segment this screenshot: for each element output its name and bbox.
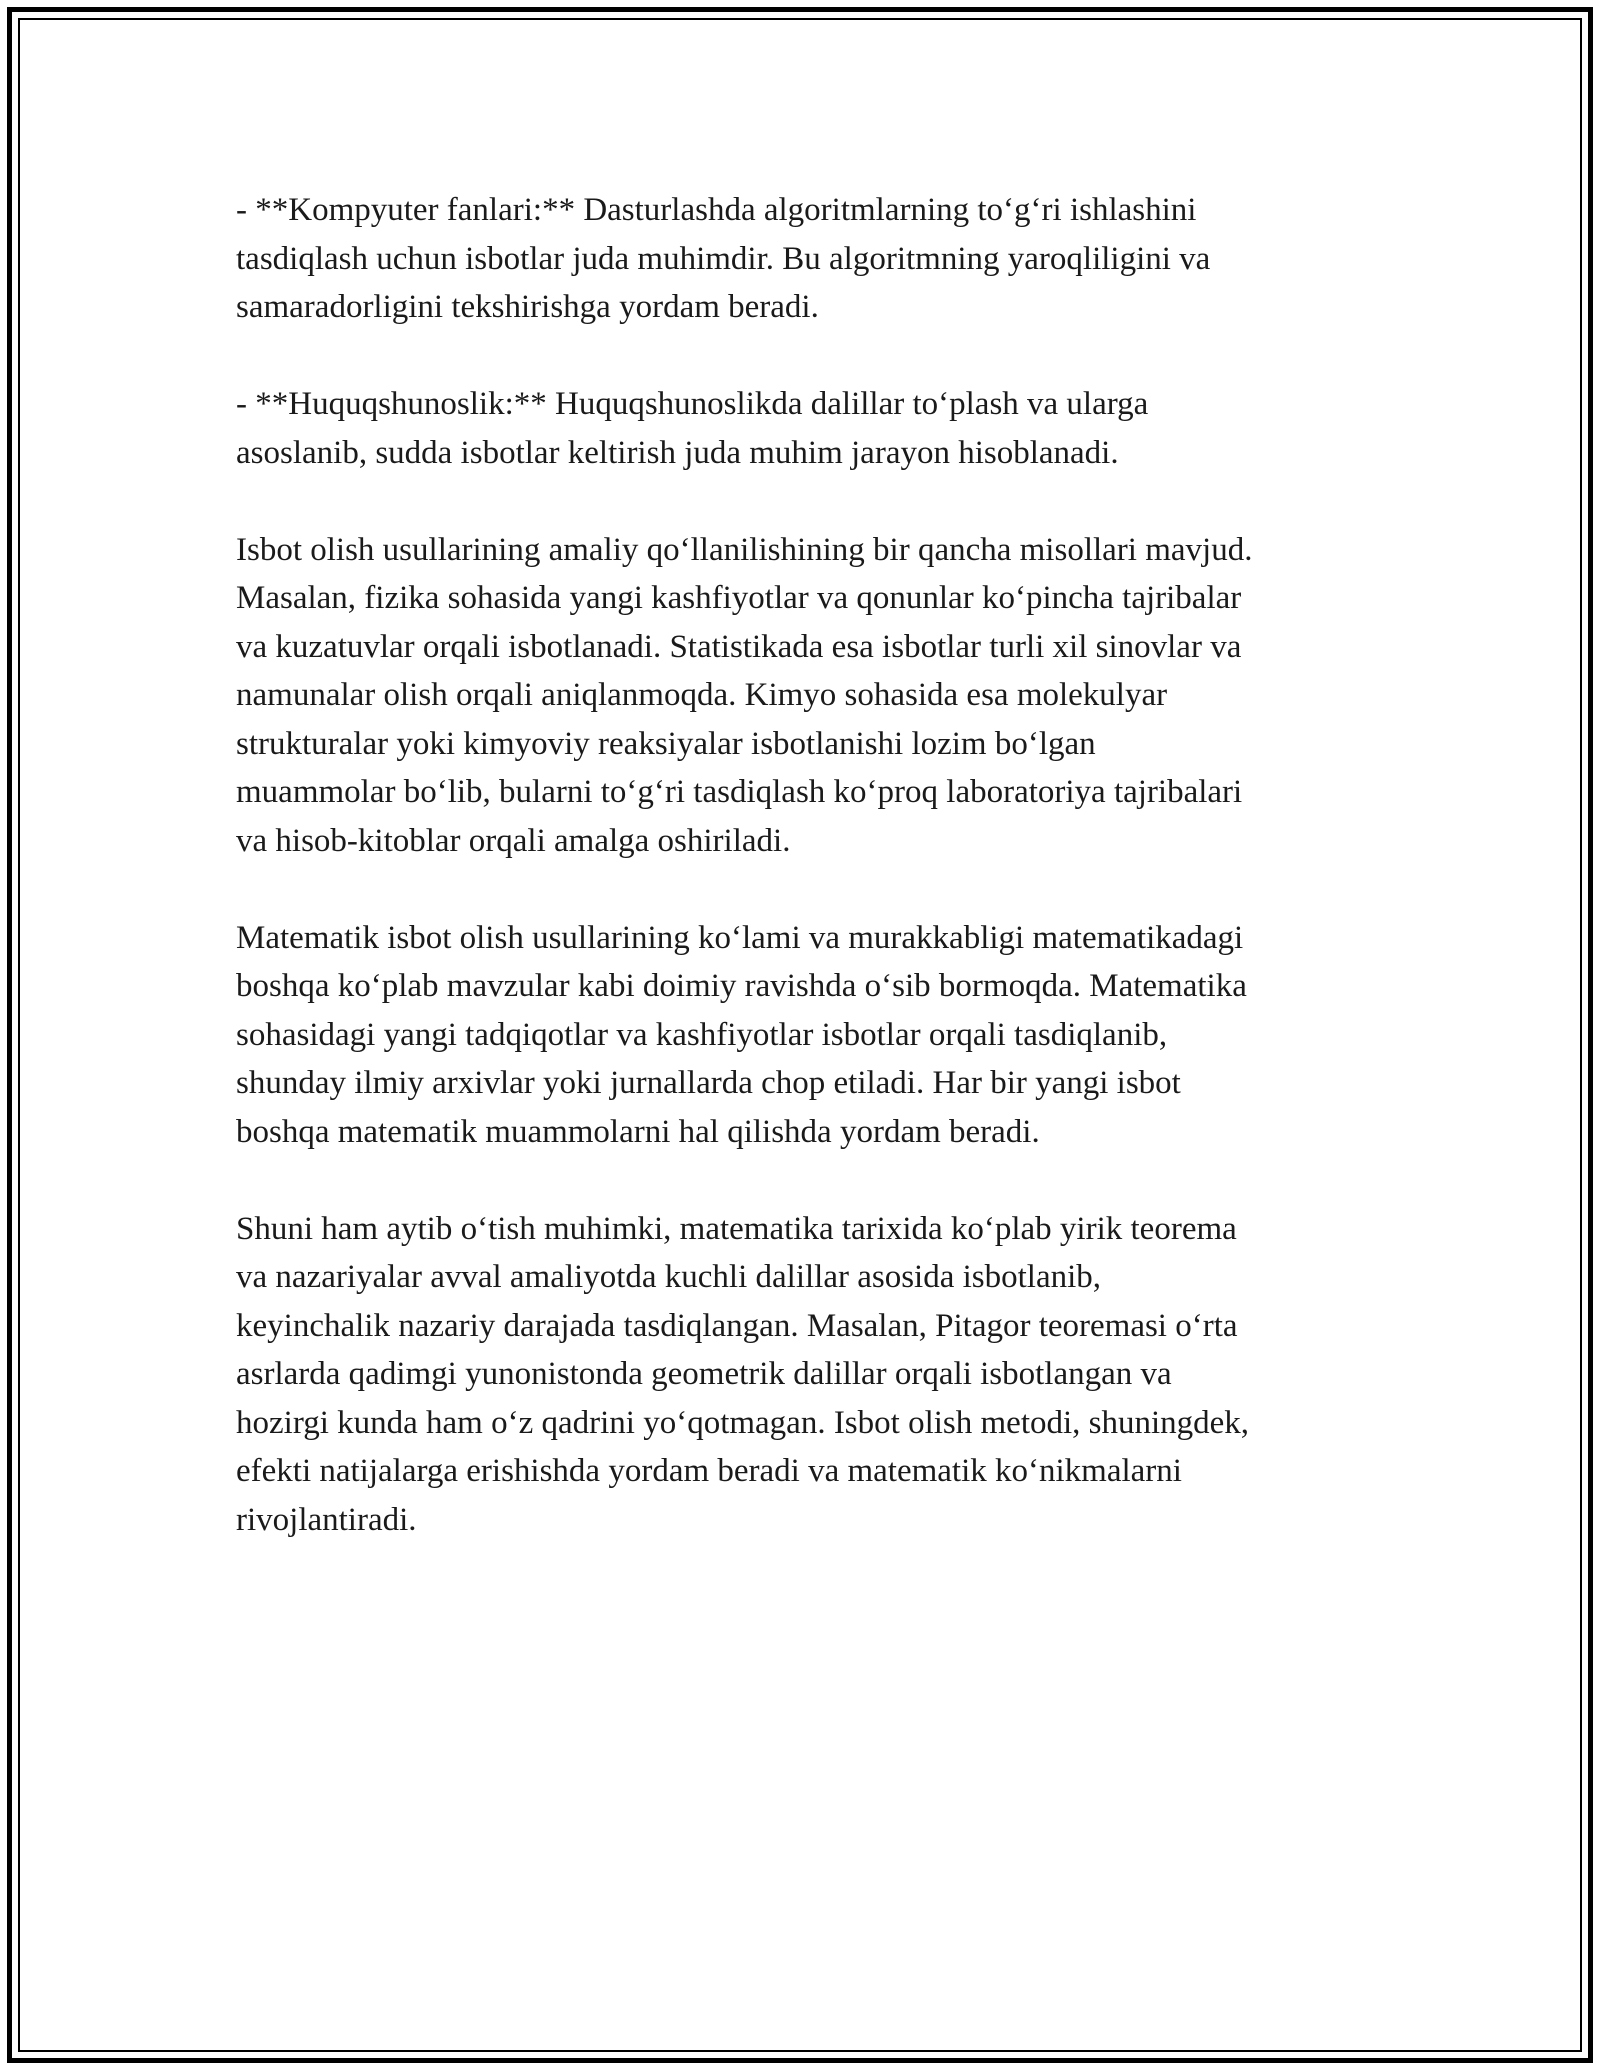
- paragraph-practical-applications: Isbot olish usullarining amaliy qo‘llanilishining bir qancha misollari mavjud. Masalan, fizika sohasida yangi kashfiyotlar va qonunlar ko‘pincha tajribalar va kuzatuvlar orqali isbotlanadi. Statistikada esa isbotlar turli xil sinovlar va namunalar olish orqali aniqlanmoqda. Kimyo sohasida esa molekulyar strukturalar yoki kimyoviy reaksiyalar isbotlanishi lozim bo‘lgan muammolar bo‘lib, bularni to‘g‘ri tasdiqlash ko‘proq laboratoriya tajribalari va hisob-kitoblar orqali amalga oshiriladi.: [236, 531, 1253, 859]
- document-body: [236, 186, 1406, 1544]
- paragraph-law: - **Huquqshunoslik:** Huquqshunoslikda dalillar to‘plash va ularga asoslanib, sudda isbotlar keltirish juda muhim jarayon hisoblanadi.: [236, 386, 1149, 471]
- paragraph-computer-science: - **Kompyuter fanlari:** Dasturlashda algoritmlarning to‘g‘ri ishlashini tasdiqlash uchun isbotlar juda muhimdir. Bu algoritmning yaroqliligini va samaradorligini tekshirishga yordam beradi.: [236, 192, 1211, 325]
- paragraph-history: Shuni ham aytib o‘tish muhimki, matematika tarixida ko‘plab yirik teorema va nazariyalar avval amaliyotda kuchli dalillar asosida isbotlanib, keyinchalik nazariy darajada tasdiqlangan. Masalan, Pitagor teoremasi o‘rta asrlarda qadimgi yunonistonda geometrik dalillar orqali isbotlangan va hozirgi kunda ham o‘z qadrini yo‘qotmagan. Isbot olish metodi, shuningdek, efekti natijalarga erishishda yordam beradi va matematik ko‘nikmalarni rivojlantiradi.: [236, 1210, 1250, 1538]
- paragraph-scope-complexity: Matematik isbot olish usullarining ko‘lami va murakkabligi matematikadagi boshqa ko‘plab mavzular kabi doimiy ravishda o‘sib bormoqda. Matematika sohasidagi yangi tadqiqotlar va kashfiyotlar isbotlar orqali tasdiqlanib, shunday ilmiy arxivlar yoki jurnallarda chop etiladi. Har bir yangi isbot boshqa matematik muammolarni hal qilishda yordam beradi.: [236, 919, 1247, 1150]
